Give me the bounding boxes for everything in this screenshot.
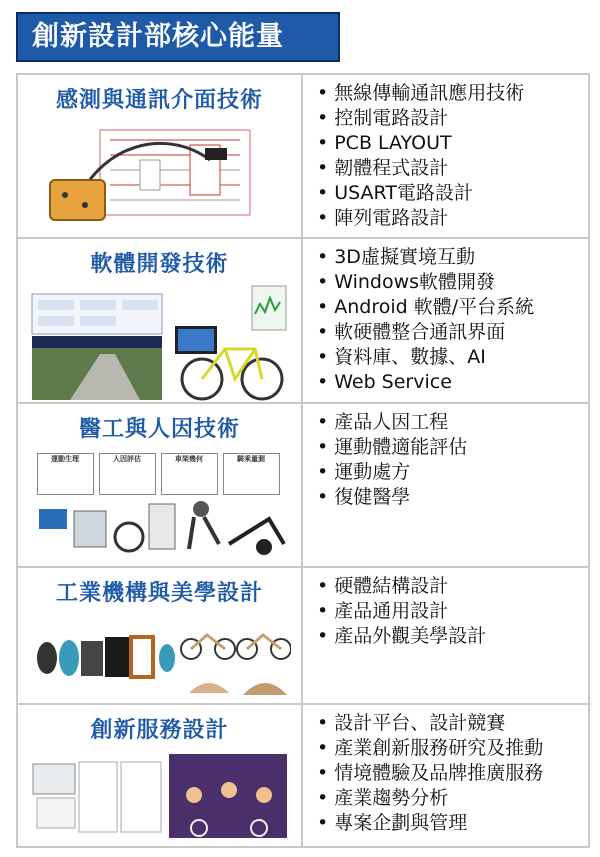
section-4-right [302,567,589,704]
circuit-schematic-icon [40,120,280,230]
list-item: • 運動體適能評估 [317,435,588,460]
list-item: • 陣列電路設計 [317,206,588,231]
list-item: • USART電路設計 [317,181,588,206]
list-item: • 產品外觀美學設計 [317,624,588,649]
list-item: • 產品通用設計 [317,599,588,624]
medical-box-label: 車架幾何 [175,455,203,463]
circuit-illustration [40,120,280,230]
list-item: • 產品人因工程 [317,410,588,435]
medical-box-label: 運動生理 [51,455,79,463]
list-item: • 專案企劃與管理 [317,811,588,836]
section-title: 醫工與人因技術 [78,417,240,442]
table-row [17,567,589,704]
section-3-right [302,403,589,567]
section-title: 感測與通訊介面技術 [55,88,263,113]
list-item: • PCB LAYOUT [317,131,588,156]
list-item: • Windows軟體開發 [317,270,588,295]
section-2-right [302,238,589,403]
list-item: • 運動處方 [317,460,588,485]
section-title: 工業機構與美學設計 [55,581,263,606]
section-2-left [17,238,302,403]
list-item: • 軟硬體整合通訊界面 [317,320,588,345]
service-illustration [29,750,291,846]
list-item: • 3D虛擬實境互動 [317,245,588,270]
medical-box-label: 騎乘量測 [237,455,265,463]
capability-list [303,574,588,649]
capability-list [303,245,588,395]
industrial-products-icon [29,613,291,703]
list-item: • 產業趨勢分析 [317,786,588,811]
list-item: • 資料庫、數據、AI [317,345,588,370]
page-title: 創新設計部核心能量 [16,12,340,62]
section-5-right [302,704,589,847]
service-design-icon [29,750,291,846]
list-item: • 產業創新服務研究及推動 [317,736,588,761]
medical-illustration [29,449,291,559]
list-item: • 韌體程式設計 [317,156,588,181]
section-title: 軟體開發技術 [90,252,229,277]
software-illustration [30,284,290,402]
list-item: • Web Service [317,370,588,395]
list-item: • 控制電路設計 [317,106,588,131]
section-5-left [17,704,302,847]
software-screens-icon [30,284,290,402]
table-row [17,403,589,567]
section-1-left [17,74,302,238]
list-item: • 情境體驗及品牌推廣服務 [317,761,588,786]
capability-list [303,81,588,231]
table-row [17,74,589,238]
capability-table [16,73,590,848]
table-row [17,704,589,847]
list-item: • 設計平台、設計競賽 [317,711,588,736]
section-4-left [17,567,302,704]
section-1-right [302,74,589,238]
list-item: • 復健醫學 [317,485,588,510]
table-row [17,238,589,403]
medical-box-label: 人因評估 [113,455,141,463]
medical-equipment-icon [29,449,291,559]
capability-list [303,711,588,836]
capability-list [303,410,588,510]
section-title: 創新服務設計 [90,718,229,743]
industrial-illustration [29,613,291,703]
list-item: • 無線傳輸通訊應用技術 [317,81,588,106]
list-item: • Android 軟體/平台系統 [317,295,588,320]
section-3-left [17,403,302,567]
list-item: • 硬體結構設計 [317,574,588,599]
